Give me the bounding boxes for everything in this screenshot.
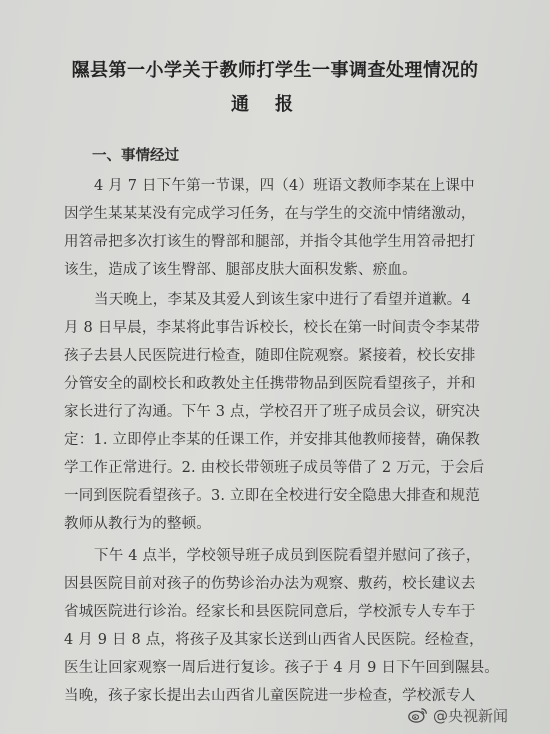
paragraph-line: 因县医院目前对孩子的伤势诊治办法为观察、敷药，校长建议去 xyxy=(64,576,476,592)
paragraph-line: 家长进行了沟通。下午 3 点，学校召开了班子成员会议，研究决 xyxy=(64,404,480,420)
paragraph-line: 当天晚上，李某及其爱人到该生家中进行了看望并道歉。4 xyxy=(94,292,471,308)
weibo-icon xyxy=(408,706,428,724)
watermark-text: @央视新闻 xyxy=(433,706,509,725)
paragraph-line: 下午 4 点半，学校领导班子成员到医院看望并慰问了孩子， xyxy=(94,548,481,564)
section-heading: 一、事情经过 xyxy=(92,147,179,164)
document-title: 隰县第一小学关于教师打学生一事调查处理情况的 xyxy=(71,60,479,81)
paragraph-line: 分管安全的副校长和政教处主任携带物品到医院看望孩子，并和 xyxy=(64,376,476,392)
document-title-notice: 通报 xyxy=(231,94,319,115)
paragraph-line: 因学生某某某没有完成学习任务，在与学生的交流中情绪激动， xyxy=(64,206,476,222)
paragraph-line: 医生让回家观察一周后进行复诊。孩子于 4 月 9 日下午回到隰县。 xyxy=(64,660,499,676)
source-watermark xyxy=(408,704,508,726)
paragraph-line: 学工作正常进行。2. 由校长带领班子成员等借了 2 万元，于会后 xyxy=(64,460,485,476)
paragraph-line: 该生，造成了该生臀部、腿部皮肤大面积发紫、瘀血。 xyxy=(64,262,417,278)
paragraph-line: 一同到医院看望孩子。3. 立即在全校进行安全隐患大排查和规范 xyxy=(64,488,480,504)
paragraph-line: 定：1. 立即停止李某的任课工作，并安排其他教师接替，确保教 xyxy=(64,432,480,448)
paragraph-line: 孩子去县人民医院进行检查，随即住院观察。紧接着，校长安排 xyxy=(64,348,476,364)
paragraph-line: 当晚，孩子家长提出去山西省儿童医院进一步检查，学校派专人 xyxy=(64,688,476,704)
paragraph-line: 用笤帚把多次打该生的臀部和腿部，并指令其他学生用笤帚把打 xyxy=(64,234,476,250)
paragraph-line: 4 月 9 日 8 点，将孩子及其家长送到山西省人民医院。经检查， xyxy=(64,632,484,648)
paragraph-line: 教师从教行为的整顿。 xyxy=(64,516,211,532)
paragraph-line: 4 月 7 日下午第一节课，四（4）班语文教师李某在上课中 xyxy=(94,178,475,194)
paragraph-line: 月 8 日早晨，李某将此事告诉校长，校长在第一时间责令李某带 xyxy=(64,320,480,336)
paragraph-line: 省城医院进行诊治。经家长和县医院同意后，学校派专人专车于 xyxy=(64,604,476,620)
